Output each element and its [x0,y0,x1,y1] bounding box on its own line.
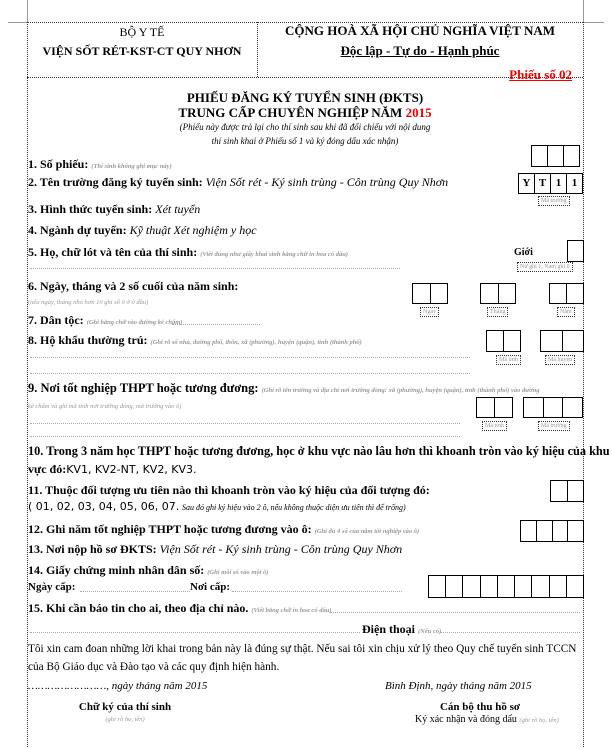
gender-hint: Nữ ghi 1, Nam ghi 0 [517,262,573,272]
item-8: 8. Hộ khẩu thường trú: (Ghi rõ số nhà, đường phố, thôn, xã (phường), huyện (quận), tỉnh (thành phố) [28,333,362,347]
school-code-input-boxes[interactable] [523,397,583,418]
school-line[interactable] [30,436,460,437]
address-line[interactable] [30,357,470,358]
day-label: Ngày [420,307,439,317]
form-number: Phiếu số 02 [509,67,572,82]
item-1: 1. Số phiếu: (Thí sinh không ghi mục này) [28,157,172,171]
id-number-boxes[interactable] [428,575,584,598]
margin-mark [8,22,27,23]
item-15: 15. Khi cần báo tin cho ai, theo địa chỉ nào. (Viết bằng chữ in hoa có dấu) [28,601,332,615]
candidate-signature-title: Chữ ký của thí sinh [78,701,172,713]
year-boxes[interactable] [549,283,584,304]
dob-hint: (nếu ngày, tháng nhỏ hơn 10 ghi số 0 ở ô đầu) [28,299,149,306]
phone-label: Điện thoại (Nếu có) [362,622,442,636]
school-code-boxes: Y T 1 1 [518,173,583,194]
day-boxes[interactable] [412,283,448,304]
month-label: Tháng [487,307,508,317]
margin-mark [583,0,584,22]
item-10: 10. Trong 3 năm học THPT hoặc tương đương, học ở khu vực nào lâu hơn thì khoanh tròn vào ký hiệu của khu [28,444,610,458]
motto: Độc lập - Tự do - Hạnh phúc [340,43,500,58]
district-boxes[interactable] [540,330,584,352]
officer-signature-sub: Ký xác nhận và đóng dấu (ghi rõ họ, tên) [415,714,559,725]
declaration-text: Tôi xin cam đoan những lời khai trong bản này là đúng sự thật. Nếu sai tôi xin chịu xử lý theo Quy chế tuyển sinh TCCN [28,643,577,655]
country-name: CỘNG HOÀ XÃ HỘI CHỦ NGHĨA VIỆT NAM [284,23,556,38]
form-subtitle: TRUNG CẤP CHUYÊN NGHIỆP NĂM 2015 [178,105,432,120]
item-2: 2. Tên trường đăng ký tuyển sinh: Viện Sốt rét - Ký sinh trùng - Côn trùng Quy Nhơn [28,175,449,189]
declaration-text: của Bộ Giáo dục và Đào tạo và các quy định hiện hành. [28,661,280,673]
gender-box[interactable] [567,240,584,262]
phone-line[interactable] [440,632,580,633]
item-3: 3. Hình thức tuyển sinh: Xét tuyển [28,202,201,216]
form-number-boxes[interactable] [531,145,580,167]
school-code-input-label: Mã trường [538,421,570,431]
margin-mark [27,0,28,22]
item-11: 11. Thuộc đối tượng ưu tiên nào thì khoanh tròn vào ký hiệu của đối tượng đó: [28,483,430,497]
item-12: 12. Ghi năm tốt nghiệp THPT hoặc tương đương vào ô: (Ghi đủ 4 số của năm tốt nghiệp vào ô) [28,522,420,536]
form-note: (Phiếu này được trả lại cho thí sinh sau khi đã đối chiếu với nội dung [179,122,431,132]
month-boxes[interactable] [480,283,516,304]
school-province-boxes[interactable] [476,397,513,418]
province-boxes[interactable] [486,330,521,352]
item-13: 13. Nơi nộp hồ sơ ĐKTS: Viện Sốt rét - Ký sinh trùng - Côn trùng Quy Nhơn [28,542,403,556]
priority-options: ( 01, 02, 03, 04, 05, 06, 07. Sau đó ghi ký hiệu vào 2 ô, nếu không thuộc diện ưu tiên thì để trống) [28,500,406,513]
officer-signature-title: Cán bộ thu hồ sơ [439,701,521,713]
officer-date: Bình Định, ngày tháng năm 2015 [385,680,532,692]
item-4: 4. Ngành dự tuyển: Kỹ thuật Xét nghiệm y học [28,223,257,237]
item-7: 7. Dân tộc: (Ghi bằng chữ vào đường kẻ chấm) [28,313,183,327]
right-border [583,22,584,747]
institute: VIỆN SỐT RÉT-KST-CT QUY NHƠN [42,44,242,58]
address-line[interactable] [30,373,470,374]
gender-label: Giới [514,247,533,258]
year-label: Năm [557,307,575,317]
form-title: PHIẾU ĐĂNG KÝ TUYỂN SINH (ĐKTS) [186,90,424,105]
school-line[interactable] [30,423,460,424]
school-hint: kẻ chấm và ghi mã tỉnh nơi trường đóng, mã trường vào ô) [28,403,182,410]
candidate-date: ……………………, ngày tháng năm 2015 [28,680,208,692]
item-10-cont: vực đó:KV1, KV2-NT, KV2, KV3. [28,462,197,476]
item-14: 14. Giấy chứng minh nhân dân số: (Ghi mỗi số vào một ô) [28,563,269,577]
school-province-label: Mã tỉnh [482,421,507,431]
province-label: Mã tỉnh [496,355,521,365]
issue-date-label: Ngày cấp: [28,581,76,593]
ethnicity-line[interactable] [172,324,260,325]
form-note: thí sinh khai ở Phiếu số 1 và ký đóng dấu xác nhận) [211,136,399,146]
name-line[interactable] [30,268,400,269]
header-bottom-border [27,77,583,78]
priority-boxes[interactable] [550,480,584,502]
ministry: BỘ Y TẾ [119,25,165,39]
item-6: 6. Ngày, tháng và 2 số cuối của năm sinh: [28,279,239,293]
contact-line[interactable] [330,612,580,613]
school-code-label: Mã trường [538,196,570,206]
margin-mark [584,22,604,23]
issue-place-line[interactable] [232,591,402,592]
candidate-signature-hint: (ghi rõ họ, tên) [105,716,145,723]
graduation-year-boxes[interactable] [520,520,584,542]
district-label: Mã huyện [545,355,575,365]
contact-line[interactable] [30,632,360,633]
issue-place-label: Nơi cấp: [190,581,231,593]
item-5: 5. Họ, chữ lót và tên của thí sinh: (Viết đúng như giấy khai sinh bằng chữ in hoa có dấu) [28,245,348,259]
issue-date-line[interactable] [80,591,190,592]
item-9: 9. Nơi tốt nghiệp THPT hoặc tương đương: (Ghi rõ tên trường và địa chỉ nơi trường đóng: xã (phường), huyện (quận), tỉnh (thành phố) vào đường [28,381,540,395]
